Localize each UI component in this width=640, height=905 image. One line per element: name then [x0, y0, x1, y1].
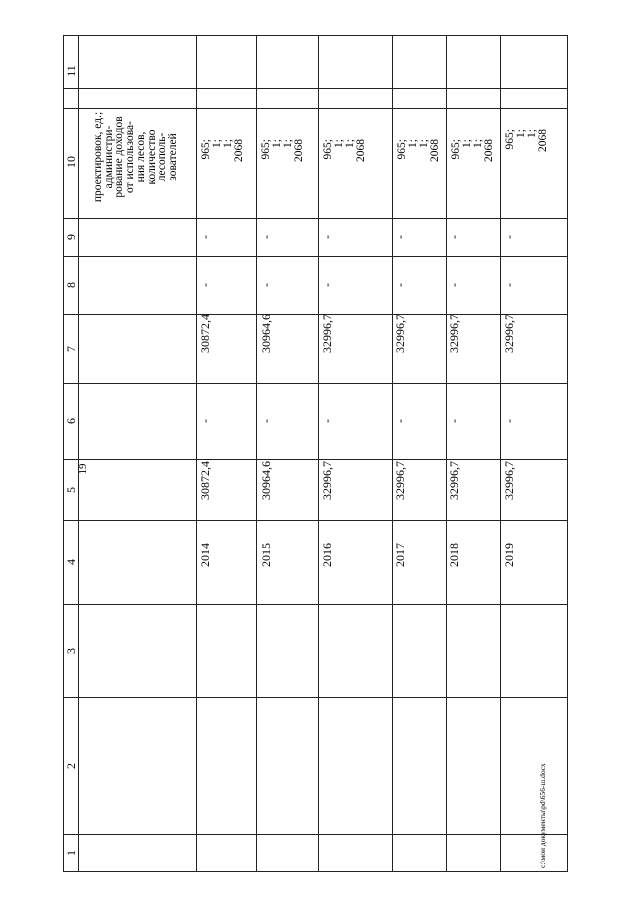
- row-2019-col8: -: [502, 283, 516, 287]
- row-2014-col9: -: [198, 235, 212, 239]
- row-2017-col9: -: [393, 235, 407, 239]
- col-number-5: 5: [64, 487, 78, 493]
- row-2014-col6: -: [198, 419, 212, 423]
- col10-header-text: проектировок, ед.; администри- рование доходов от использова- ния лесов, количество лесополь- зователей: [92, 111, 179, 203]
- row-2014-year: 2014: [198, 543, 212, 567]
- col-number-6: 6: [64, 418, 78, 424]
- row-2017-col8: -: [393, 283, 407, 287]
- page-number: 19: [77, 463, 89, 475]
- row-2018-year: 2018: [447, 543, 461, 567]
- row-2019-col9: -: [502, 235, 516, 239]
- col-number-11: 11: [64, 65, 78, 77]
- col-number-1: 1: [64, 850, 78, 856]
- row-2014-col5: 30872,4: [198, 461, 212, 500]
- row-2015-col10: 965; 1; 1; 2068: [260, 139, 305, 162]
- row-2017-year: 2017: [393, 543, 407, 567]
- row-2017-col5: 32996,7: [393, 461, 407, 500]
- col-number-2: 2: [64, 763, 78, 769]
- col-number-3: 3: [64, 648, 78, 654]
- col-number-8: 8: [64, 282, 78, 288]
- row-2015-col7: 30964,6: [259, 314, 273, 353]
- row-2017-col10: 965; 1; 1; 2068: [396, 139, 441, 162]
- row-2014-col10: 965; 1; 1; 2068: [200, 139, 245, 162]
- row-2018-col8: -: [447, 283, 461, 287]
- row-2017-col7: 32996,7: [393, 314, 407, 353]
- row-2019-col10: 965; 1; 1; 2068: [504, 129, 549, 152]
- row-2017-col6: -: [393, 419, 407, 423]
- col-number-4: 4: [64, 559, 78, 565]
- row-2016-col10: 965; 1; 1; 2068: [322, 139, 367, 162]
- row-2015-col5: 30964,6: [259, 461, 273, 500]
- row-2016-year: 2016: [320, 543, 334, 567]
- col-number-9: 9: [64, 234, 78, 240]
- row-2014-col8: -: [198, 283, 212, 287]
- row-2016-col9: -: [320, 235, 334, 239]
- row-2015-year: 2015: [259, 543, 273, 567]
- row-2016-col5: 32996,7: [320, 461, 334, 500]
- row-2016-col8: -: [320, 283, 334, 287]
- row-2019-col5: 32996,7: [502, 461, 516, 500]
- row-2019-col6: -: [502, 419, 516, 423]
- row-2015-col8: -: [259, 283, 273, 287]
- col-number-7: 7: [64, 346, 78, 352]
- row-2016-col7: 32996,7: [320, 314, 334, 353]
- row-2014-col7: 30872,4: [198, 314, 212, 353]
- row-2018-col7: 32996,7: [447, 314, 461, 353]
- row-2018-col6: -: [447, 419, 461, 423]
- row-2018-col9: -: [447, 235, 461, 239]
- row-2018-col10: 965; 1; 1; 2068: [450, 139, 495, 162]
- row-2019-col7: 32996,7: [502, 314, 516, 353]
- row-2015-col9: -: [259, 235, 273, 239]
- row-2019-year: 2019: [502, 543, 516, 567]
- row-2016-col6: -: [320, 419, 334, 423]
- row-2015-col6: -: [259, 419, 273, 423]
- row-2018-col5: 32996,7: [447, 461, 461, 500]
- footer-file-path: c:\мои документы\pd\656-ш.docx: [538, 763, 547, 868]
- col-number-10: 10: [64, 156, 78, 168]
